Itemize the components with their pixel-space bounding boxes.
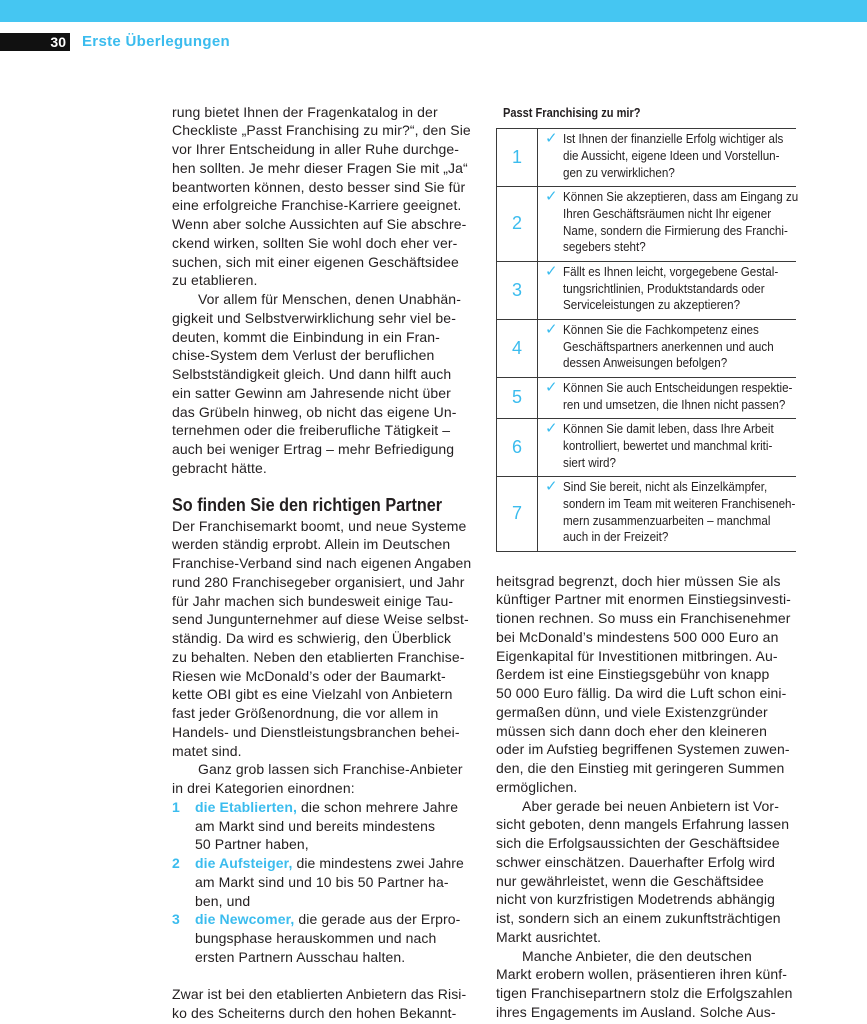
category-item: [172, 798, 472, 854]
text-line: auch bei weniger Ertrag – mehr Befriedigung: [172, 441, 455, 458]
check-icon: [545, 320, 558, 338]
checklist-row-number: 3: [496, 262, 538, 319]
check-icon: [545, 378, 558, 396]
check-icon: [545, 477, 558, 495]
text-line: nur gewährleistet, wenn die Geschäftsidee: [496, 872, 764, 889]
checklist-question-line: ren und umsetzen, die Ihnen nicht passen?: [563, 397, 786, 412]
text-line: ist, sondern sich an einem zukunftsträchtigen: [496, 910, 781, 927]
text-line: den, die den Einstieg mit geringeren Summen: [496, 760, 785, 777]
running-section-title: Erste Überlegungen: [82, 33, 230, 50]
text-line: nicht von kurzfristigen Modetrends abhängig: [496, 891, 776, 908]
checklist-row: [496, 320, 796, 378]
text-line: rund 280 Franchisegeber organisiert, und Jahr: [172, 573, 465, 590]
checklist-question-line: tungsrichtlinien, Produktstandards oder: [563, 281, 765, 296]
text-line: Handels- und Dienstleistungsbranchen behei-: [172, 723, 460, 740]
text-line: Selbstständigkeit gleich. Und dann hilft auch: [172, 366, 452, 383]
category-description: die gerade aus der Erpro-: [298, 911, 461, 928]
text-line: oder im Aufstieg begriffenen Systemen zuwen-: [496, 741, 790, 758]
text-line: chise-System dem Verlust der beruflichen: [172, 347, 435, 364]
text-line: zu etablieren.: [172, 272, 258, 289]
text-line: ko des Scheiterns durch den hohen Bekannt-: [172, 1005, 457, 1022]
checklist-question-line: auch in der Freizeit?: [563, 530, 669, 545]
checklist-row: [496, 129, 796, 187]
category-first-line: [195, 854, 464, 873]
category-number: 1: [172, 798, 180, 815]
checklist-title: Passt Franchising zu mir?: [503, 105, 641, 120]
category-number: 2: [172, 855, 180, 872]
category-list: [172, 798, 472, 967]
text-line: ben, und: [195, 892, 251, 909]
text-line: vor Ihrer Entscheidung in aller Ruhe durchge-: [172, 141, 459, 158]
checklist-table: [496, 128, 799, 552]
check-icon: [545, 129, 558, 147]
text-line: ersten Partnern Ausschau halten.: [195, 948, 406, 965]
paragraph: [172, 517, 472, 761]
text-line: germaßen dünn, und viele Existenzgründer: [496, 703, 768, 720]
checklist-row: [496, 477, 796, 552]
text-line: ein satter Gewinn am Jahresende nicht über: [172, 384, 451, 401]
checklist-question-line: die Aussicht, eigene Ideen und Vorstellun-: [563, 148, 780, 163]
text-line: beantworten können, desto besser sind Sie für: [172, 178, 466, 195]
checklist-question-line: Name, sondern die Firmierung des Franchi-: [563, 223, 788, 238]
text-line: werden ständig erprobt. Allein im Deutschen: [172, 536, 451, 553]
text-line: tigen Franchisepartnern stolz die Erfolgszahlen: [496, 985, 793, 1002]
checklist-row-number: 5: [496, 378, 538, 418]
checklist-question-line: siert wird?: [563, 455, 616, 470]
category-first-line: [195, 798, 458, 817]
checklist-question-line: dessen Anweisungen befolgen?: [563, 356, 728, 371]
text-line: am Markt sind und bereits mindestens: [195, 817, 436, 834]
text-line: Der Franchisemarkt boomt, und neue Systeme: [172, 517, 467, 534]
text-line: Ganz grob lassen sich Franchise-Anbieter: [198, 761, 463, 778]
text-line: ständig. Da wird es schwierig, den Überblick: [172, 630, 452, 647]
text-line: ßerdem ist eine Einstiegsgebühr von knapp: [496, 666, 770, 683]
paragraph: [496, 797, 796, 947]
text-line: zu behalten. Neben den etablierten Franchise-: [172, 648, 465, 665]
checklist-question-line: Können Sie damit leben, dass Ihre Arbeit: [563, 421, 774, 436]
paragraph: [172, 290, 472, 478]
text-line: ternehmen oder die freiberufliche Tätigkeit –: [172, 422, 451, 439]
checklist-question: [538, 187, 820, 261]
category-first-line: [195, 910, 460, 929]
text-line: 50 000 Euro fällig. Da wird die Luft schon eini-: [496, 685, 787, 702]
text-line: schwer einschätzen. Dauerhafter Erfolg wird: [496, 853, 775, 870]
checklist-question-line: Können Sie die Fachkompetenz eines: [563, 322, 759, 337]
checklist-question-line: kontrolliert, bewertet und manchmal kriti-: [563, 438, 773, 453]
text-line: sich die Erfolgsaussichten der Geschäftsidee: [496, 835, 780, 852]
checklist-question-line: Können Sie akzeptieren, dass am Eingang zu: [563, 189, 799, 204]
text-line: Riesen wie McDonald’s oder der Baumarkt-: [172, 667, 446, 684]
text-line: am Markt sind und 10 bis 50 Partner ha-: [195, 873, 449, 890]
category-term: die Aufsteiger,: [195, 855, 293, 872]
text-line: Markt erobern wollen, präsentieren ihren künf-: [496, 966, 787, 983]
right-column: [496, 572, 796, 1022]
category-item: [172, 854, 472, 910]
category-description: die mindestens zwei Jahre: [296, 855, 464, 872]
text-line: matet sind.: [172, 742, 242, 759]
text-line: Vor allem für Menschen, denen Unabhän-: [198, 291, 461, 308]
text-line: gigkeit und Selbstverwirklichung sehr viel be-: [172, 309, 456, 326]
checklist-question: [538, 477, 817, 551]
text-line: suchen, sich mit einer eigenen Geschäftsidee: [172, 253, 459, 270]
check-icon: [545, 419, 558, 437]
checklist-row-number: 7: [496, 477, 538, 551]
checklist-question-line: sondern im Team mit weiteren Franchiseneh-: [563, 496, 796, 511]
checklist-question: [538, 320, 796, 377]
checklist-question-line: Fällt es Ihnen leicht, vorgegebene Gestal-: [563, 264, 779, 279]
text-line: Wenn aber solche Aussichten auf Sie abschre-: [172, 216, 467, 233]
checklist-question-line: Ihren Geschäftsräumen nicht Ihr eigener: [563, 206, 772, 221]
text-line: rung bietet Ihnen der Fragenkatalog in der: [172, 103, 438, 120]
checklist-row: [496, 187, 799, 262]
text-line: künftiger Partner mit enormen Einstiegsinvesti-: [496, 591, 791, 608]
category-description: die schon mehrere Jahre: [300, 798, 459, 815]
paragraph: [496, 947, 796, 1022]
checklist-question-line: Ist Ihnen der finanzielle Erfolg wichtiger als: [563, 132, 784, 146]
page-number: 30: [0, 33, 70, 51]
text-line: Checkliste „Passt Franchising zu mir?“, den Sie: [172, 122, 471, 139]
check-icon: [545, 262, 558, 280]
top-color-bar: [0, 0, 867, 22]
category-number: 3: [172, 911, 180, 928]
text-line: für Jahr machen sich bundesweit einige Tau-: [172, 592, 454, 609]
paragraph: [172, 103, 472, 291]
text-line: Manche Anbieter, die den deutschen: [522, 947, 752, 964]
checklist-question: [538, 129, 804, 186]
checklist-question-line: Serviceleistungen zu akzeptieren?: [563, 298, 741, 313]
section-heading: So finden Sie den richtigen Partner: [172, 494, 443, 515]
category-term: die Etablierten,: [195, 798, 297, 815]
text-line: das Grübeln hinweg, ob nicht das eigene Un-: [172, 403, 457, 420]
text-line: ckend wirken, sollten Sie wohl doch eher ver-: [172, 234, 458, 251]
text-line: 50 Partner haben,: [195, 836, 309, 853]
text-line: gebracht hätte.: [172, 459, 267, 476]
checklist-question-line: Können Sie auch Entscheidungen respektie-: [563, 380, 793, 395]
check-icon: [545, 187, 558, 205]
text-line: tionen rechnen. So muss ein Franchisenehmer: [496, 610, 791, 627]
checklist-row-number: 2: [496, 187, 538, 261]
checklist-question-line: gen zu verwirklichen?: [563, 165, 675, 180]
checklist-row-number: 1: [496, 129, 538, 186]
paragraph: [172, 985, 472, 1023]
text-line: ermöglichen.: [496, 778, 578, 795]
text-line: Aber gerade bei neuen Anbietern ist Vor-: [522, 797, 779, 814]
text-line: sicht geboten, denn mangels Erfahrung lassen: [496, 816, 790, 833]
checklist-question: [538, 378, 814, 418]
paragraph: [496, 572, 796, 797]
text-line: Franchise-Verband sind nach eigenen Angaben: [172, 555, 472, 572]
checklist-question-line: Geschäftspartners anerkennen und auch: [563, 339, 774, 354]
text-line: deuten, kommt die Einbindung in ein Fran-: [172, 328, 440, 345]
text-line: bei McDonald’s mindestens 500 000 Euro an: [496, 628, 779, 645]
text-line: müssen sich dann doch eher den kleineren: [496, 722, 767, 739]
checklist-row-number: 6: [496, 419, 538, 476]
paragraph: [172, 760, 472, 798]
checklist-box: [496, 104, 799, 552]
checklist-row-number: 4: [496, 320, 538, 377]
text-line: Zwar ist bei den etablierten Anbietern das Risi-: [172, 986, 467, 1003]
left-column: [172, 103, 472, 1023]
text-line: kette OBI gibt es eine Vielzahl von Anbietern: [172, 686, 453, 703]
checklist-row: [496, 262, 796, 320]
text-line: in drei Kategorien einordnen:: [172, 780, 355, 797]
checklist-question-line: segebers steht?: [563, 240, 646, 255]
checklist-question: [538, 419, 796, 476]
checklist-question-line: mern zusammenzuarbeiten – manchmal: [563, 513, 771, 528]
category-item: [172, 910, 472, 966]
checklist-row: [496, 378, 796, 419]
text-line: fast jeder Größenordnung, die vor allem in: [172, 705, 439, 722]
text-line: send Jungunternehmer auf diese Weise selbst-: [172, 611, 469, 628]
category-term: die Newcomer,: [195, 911, 295, 928]
text-line: Markt ausrichtet.: [496, 928, 602, 945]
text-line: heitsgrad begrenzt, doch hier müssen Sie als: [496, 572, 781, 589]
text-line: hen sollten. Je mehr dieser Fragen Sie mit „Ja“: [172, 159, 468, 176]
checklist-question: [538, 262, 798, 319]
text-line: eine erfolgreiche Franchise-Karriere geeignet.: [172, 197, 462, 214]
checklist-question-line: Sind Sie bereit, nicht als Einzelkämpfer,: [563, 479, 768, 494]
text-line: Eigenkapital für Investitionen mitbringen. Au-: [496, 647, 778, 664]
text-line: ihres Engagements im Ausland. Solche Aus-: [496, 1003, 776, 1020]
text-line: bungsphase herauskommen und nach: [195, 930, 437, 947]
checklist-row: [496, 419, 796, 477]
